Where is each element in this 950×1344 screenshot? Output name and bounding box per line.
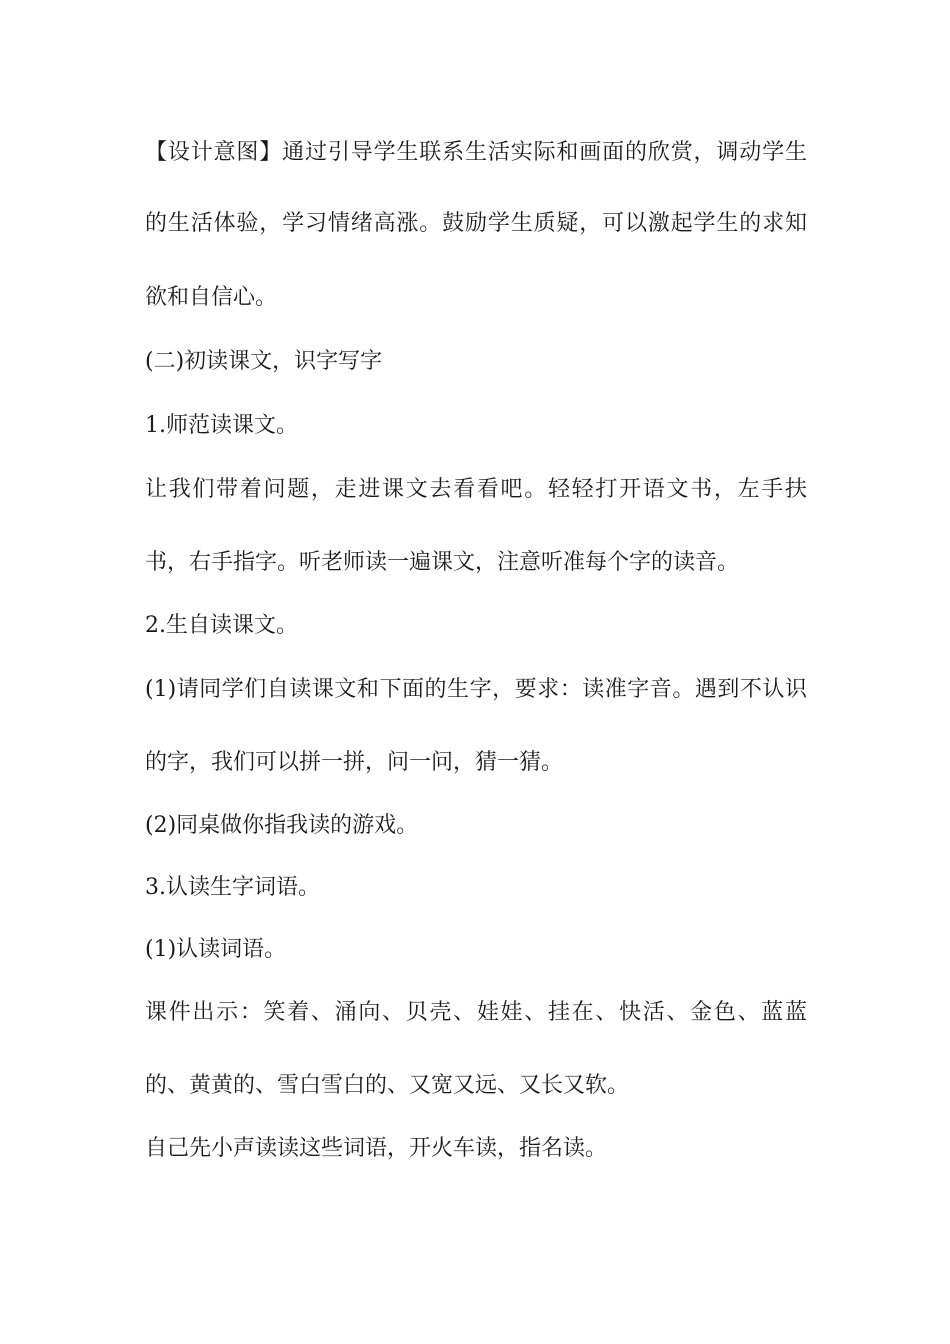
- courseware-words-line-2: 的、黄黄的、雪白雪白的、又宽又远、又长又软。: [145, 1073, 630, 1098]
- courseware-words-line-1: 课件出示：笑着、涌向、贝壳、娃娃、挂在、快活、金色、蓝蓝: [145, 1000, 807, 1025]
- step-1-text-line-1: 让我们带着问题，走进课文去看看吧。轻轻打开语文书，左手扶: [145, 477, 807, 502]
- section-heading-first-reading: (二)初读课文，识字写字: [145, 349, 383, 374]
- step-1-text-line-2: 书，右手指字。听老师读一遍课文，注意听准每个字的读音。: [145, 550, 740, 575]
- step-1-heading: 1.师范读课文。: [145, 413, 298, 438]
- paragraph-design-intent-line-2: 的生活体验，学习情绪高涨。鼓励学生质疑，可以激起学生的求知: [145, 211, 807, 236]
- step-3-heading: 3.认读生字词语。: [145, 875, 320, 900]
- paragraph-design-intent-line-3: 欲和自信心。: [145, 285, 278, 310]
- step-3-item-1: (1)认读词语。: [145, 937, 287, 962]
- reading-instruction: 自己先小声读读这些词语，开火车读，指名读。: [145, 1136, 608, 1161]
- step-2-item-1-line-1: (1)请同学们自读课文和下面的生字，要求：读准字音。遇到不认识: [145, 677, 807, 702]
- step-2-item-1-line-2: 的字，我们可以拼一拼，问一问，猜一猜。: [145, 750, 564, 775]
- step-2-item-2: (2)同桌做你指我读的游戏。: [145, 813, 419, 838]
- step-2-heading: 2.生自读课文。: [145, 613, 298, 638]
- paragraph-design-intent-line-1: 【设计意图】通过引导学生联系生活实际和画面的欣赏，调动学生: [145, 140, 807, 165]
